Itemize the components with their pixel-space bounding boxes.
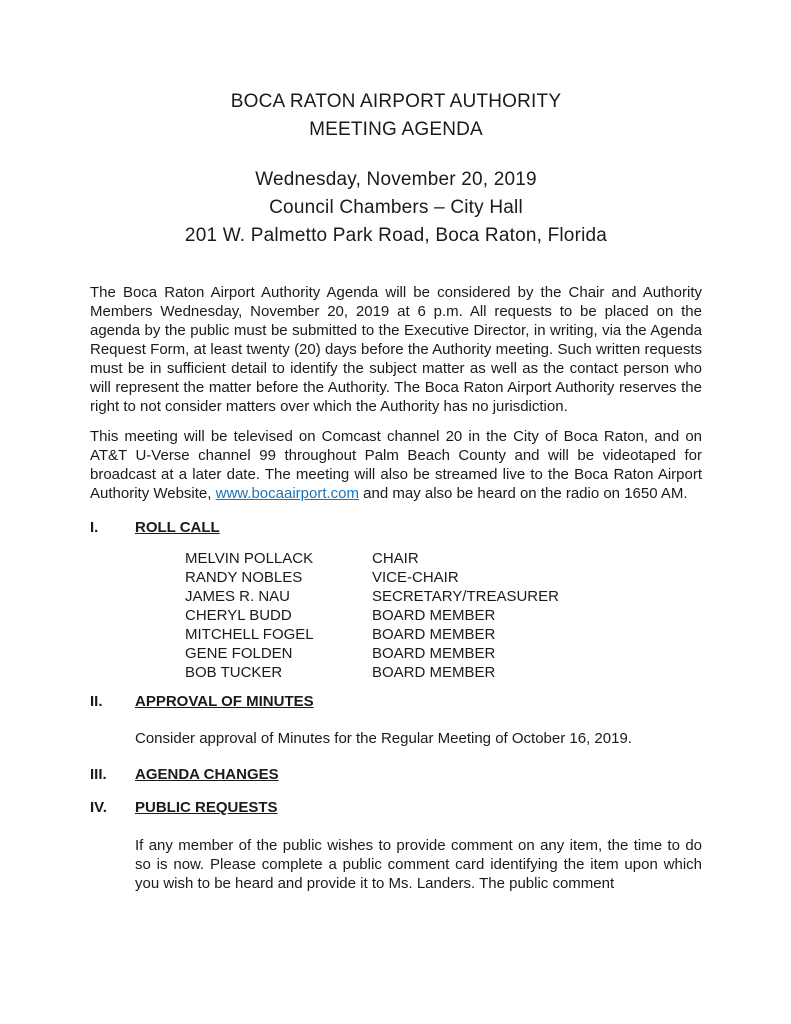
intro-paragraph-1: The Boca Raton Airport Authority Agenda will be considered by the Chair and Authority Members Wednesday, November 20, 2019 at 6 p.m. All requests to be placed on the agenda by the public must be submitted to the Executive Director, in writing, via the Agenda Request Form, at least twenty (20) days before the Authority meeting. Such written requests must be in sufficient detail to identify the subject matter as well as the contact person who will represent the matter before the Authority. The Boca Raton Airport Authority reserves the right to not consider matters over which the Authority has no jurisdiction. [90, 284, 702, 415]
roll-call-row [185, 625, 702, 644]
member-name: BOB TUCKER [185, 664, 283, 681]
member-role: SECRETARY/TREASURER [372, 588, 559, 605]
member-role: BOARD MEMBER [372, 645, 496, 662]
member-name: GENE FOLDEN [185, 645, 293, 662]
roll-call-row [185, 587, 702, 606]
roll-call-row [185, 549, 702, 568]
member-role: BOARD MEMBER [372, 626, 496, 643]
roll-call-row [185, 663, 702, 682]
section-title: PUBLIC REQUESTS [135, 799, 278, 816]
member-name: MITCHELL FOGEL [185, 626, 314, 643]
member-role: BOARD MEMBER [372, 607, 496, 624]
member-role: BOARD MEMBER [372, 664, 496, 681]
intro-paragraph-2-before-link: This meeting will be televised on Comcast channel 20 in the City of Boca Raton, and on AT&T U-Verse channel 99 throughout Palm Beach County and will be videotaped for broadcast at a later date. The meeting will also be streamed live to the Boca Raton Airport Authority Website, [90, 428, 702, 502]
website-link[interactable]: www.bocaairport.com [215, 485, 360, 502]
document-title-line-1: BOCA RATON AIRPORT AUTHORITY [230, 91, 562, 112]
member-name: JAMES R. NAU [185, 588, 291, 605]
section-numeral: I. [90, 519, 99, 536]
section-numeral: IV. [90, 799, 107, 816]
meeting-info [90, 166, 702, 250]
roll-call-list [185, 549, 702, 682]
intro-paragraph-2-after-link: and may also be heard on the radio on 1650 AM. [359, 485, 688, 502]
section-heading-public-requests [90, 798, 702, 817]
section-numeral: II. [90, 693, 103, 710]
member-role: VICE-CHAIR [372, 569, 459, 586]
public-requests-body: If any member of the public wishes to provide comment on any item, the time to do so is now. Please complete a public comment card identifying the item upon which you wish to be heard and provide it to Ms. Landers. The public comment [135, 837, 702, 892]
meeting-address: 201 W. Palmetto Park Road, Boca Raton, Florida [184, 225, 608, 246]
section-title: APPROVAL OF MINUTES [135, 693, 314, 710]
document-title-line-2: MEETING AGENDA [309, 119, 483, 140]
document-header [90, 88, 702, 144]
section-heading-agenda-changes [90, 765, 702, 784]
roll-call-row [185, 606, 702, 625]
section-title: AGENDA CHANGES [135, 766, 279, 783]
roll-call-row [185, 644, 702, 663]
section-heading-approval-of-minutes [90, 692, 702, 711]
section-numeral: III. [90, 766, 107, 783]
section-title: ROLL CALL [135, 519, 220, 536]
member-name: RANDY NOBLES [185, 569, 303, 586]
meeting-venue: Council Chambers – City Hall [269, 197, 523, 218]
meeting-date: Wednesday, November 20, 2019 [255, 169, 537, 190]
member-name: MELVIN POLLACK [185, 550, 314, 567]
intro-paragraph-2 [90, 427, 702, 503]
approval-of-minutes-body: Consider approval of Minutes for the Regular Meeting of October 16, 2019. [135, 730, 632, 747]
member-name: CHERYL BUDD [185, 607, 292, 624]
member-role: CHAIR [372, 550, 419, 567]
section-heading-roll-call [90, 518, 702, 537]
roll-call-row [185, 568, 702, 587]
